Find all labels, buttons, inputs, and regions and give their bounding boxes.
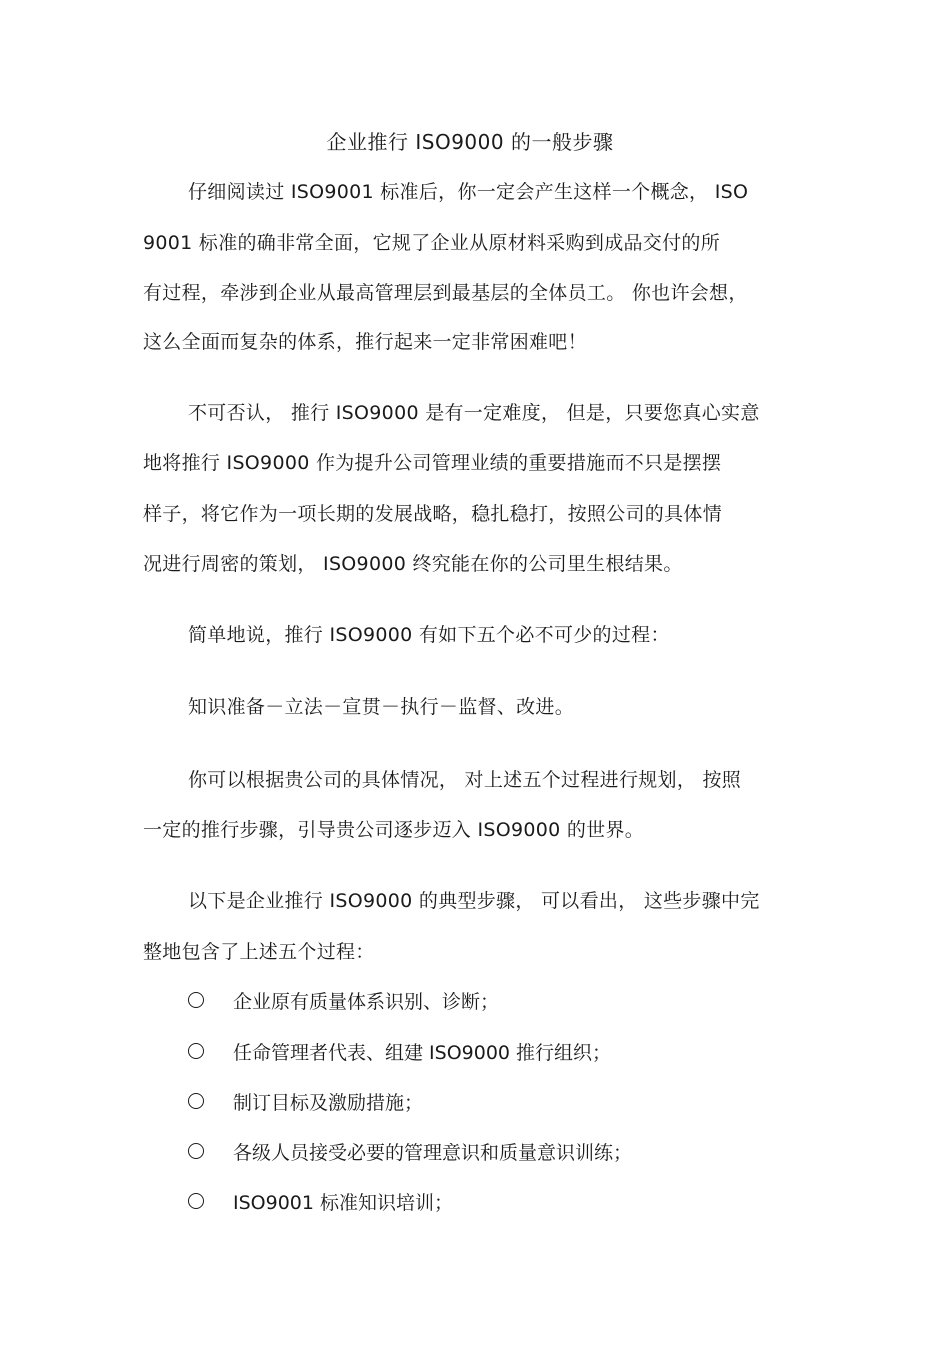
paragraph-4-line-1: 知识准备－立法－宣贯－执行－监督、改进。 (188, 696, 575, 718)
paragraph-5-line-1: 你可以根据贵公司的具体情况， 对上述五个过程进行规划， 按照 (188, 769, 742, 791)
paragraph-3-line-1: 简单地说，推行 ISO9000 有如下五个必不可少的过程： (188, 624, 670, 646)
step-text: 各级人员接受必要的管理意识和质量意识训练； (233, 1141, 633, 1164)
paragraph-1-line-3: 有过程，牵涉到企业从最高管理层到最基层的全体员工。 你也许会想， (143, 282, 748, 304)
step-item (188, 1037, 611, 1065)
paragraph-1-line-1: 仔细阅读过 ISO9001 标准后，你一定会产生这样一个概念， ISO (188, 181, 749, 203)
paragraph-6-line-1: 以下是企业推行 ISO9000 的典型步骤， 可以看出， 这些步骤中完 (188, 890, 760, 912)
paragraph-6-line-2: 整地包含了上述五个过程： (143, 941, 375, 963)
circle-bullet-icon (188, 1193, 204, 1209)
document-title: 企业推行 ISO9000 的一般步骤 (326, 130, 614, 154)
step-item (188, 1087, 423, 1115)
paragraph-1-line-2: 9001 标准的确非常全面，它规了企业从原材料采购到成品交付的所 (143, 232, 720, 254)
step-text: 企业原有质量体系识别、诊断； (233, 990, 500, 1013)
step-text: ISO9001 标准知识培训； (233, 1191, 454, 1214)
step-item (188, 1187, 453, 1215)
circle-bullet-icon (188, 1043, 204, 1059)
circle-bullet-icon (188, 992, 204, 1008)
step-text: 制订目标及激励措施； (233, 1091, 424, 1114)
paragraph-5-line-2: 一定的推行步骤，引导贵公司逐步迈入 ISO9000 的世界。 (143, 819, 645, 841)
circle-bullet-icon (188, 1143, 204, 1159)
paragraph-2-line-3: 样子，将它作为一项长期的发展战略，稳扎稳打，按照公司的具体情 (143, 503, 723, 525)
paragraph-2-line-1: 不可否认， 推行 ISO9000 是有一定难度， 但是，只要您真心实意 (188, 402, 760, 424)
step-text: 任命管理者代表、组建 ISO9000 推行组织； (233, 1041, 612, 1064)
circle-bullet-icon (188, 1093, 204, 1109)
paragraph-1-line-4: 这么全面而复杂的体系，推行起来一定非常困难吧！ (143, 331, 587, 353)
step-item (188, 1137, 632, 1165)
paragraph-2-line-2: 地将推行 ISO9000 作为提升公司管理业绩的重要措施而不只是摆摆 (143, 452, 722, 474)
step-item (188, 986, 499, 1014)
paragraph-2-line-4: 况进行周密的策划， ISO9000 终究能在你的公司里生根结果。 (143, 553, 683, 575)
